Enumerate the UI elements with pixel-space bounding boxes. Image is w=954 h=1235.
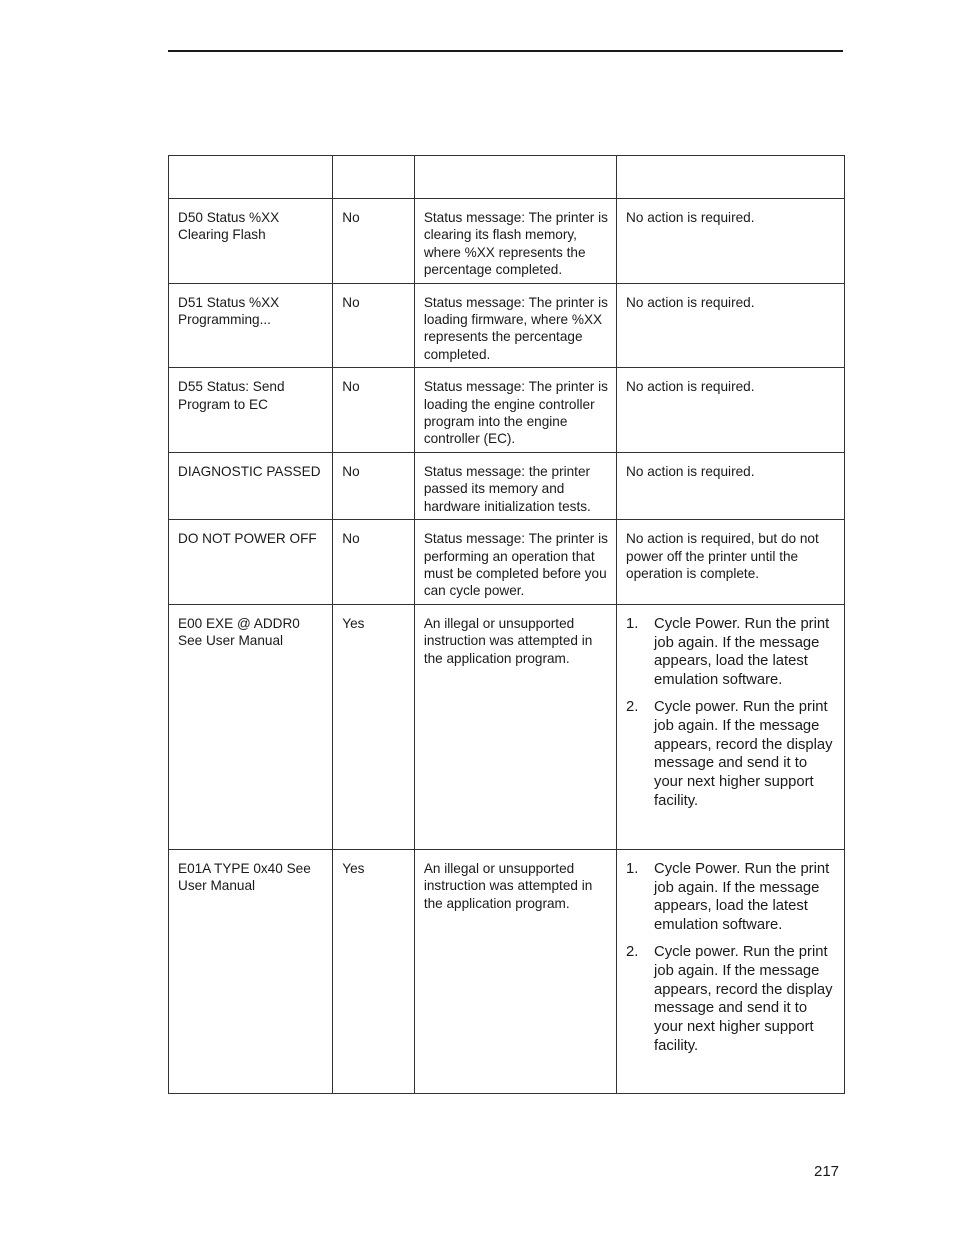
step-number: 2. — [626, 943, 639, 960]
table-row — [169, 283, 845, 368]
action-steps-list — [626, 615, 836, 811]
step-text: Cycle power. Run the print job again. If the message appears, record the display message and send it to your next higher support facility. — [654, 698, 833, 809]
message-cell: D51 Status %XX Programming... — [169, 283, 333, 368]
action-steps-list — [626, 860, 836, 1056]
table-row — [169, 604, 845, 849]
message-cell: E00 EXE @ ADDR0 See User Manual — [169, 604, 333, 849]
step-number: 2. — [626, 698, 639, 715]
clearable-cell: No — [333, 199, 415, 284]
explanation-cell: Status message: The printer is performing an operation that must be completed before you can cycle power. — [414, 520, 616, 605]
header-cell-action — [617, 156, 845, 199]
header-rule — [168, 50, 843, 52]
table-row — [169, 452, 845, 519]
table-header-row — [169, 156, 845, 199]
clearable-cell: No — [333, 520, 415, 605]
step-number: 1. — [626, 860, 639, 877]
action-cell: No action is required. — [617, 283, 845, 368]
step-number: 1. — [626, 615, 639, 632]
header-cell-clearable — [333, 156, 415, 199]
table-row — [169, 199, 845, 284]
messages-table — [168, 155, 845, 1094]
table-row — [169, 368, 845, 453]
message-cell: D50 Status %XX Clearing Flash — [169, 199, 333, 284]
clearable-cell: No — [333, 452, 415, 519]
explanation-cell: Status message: the printer passed its memory and hardware initialization tests. — [414, 452, 616, 519]
action-cell — [617, 604, 845, 849]
action-step — [626, 860, 836, 935]
action-cell: No action is required, but do not power off the printer until the operation is complete. — [617, 520, 845, 605]
action-cell: No action is required. — [617, 199, 845, 284]
step-text: Cycle power. Run the print job again. If the message appears, record the display message and send it to your next higher support facility. — [654, 943, 833, 1054]
message-cell: E01A TYPE 0x40 See User Manual — [169, 849, 333, 1093]
message-cell: DO NOT POWER OFF — [169, 520, 333, 605]
step-text: Cycle Power. Run the print job again. If the message appears, load the latest emulation software. — [654, 615, 830, 689]
message-cell: DIAGNOSTIC PASSED — [169, 452, 333, 519]
action-cell: No action is required. — [617, 368, 845, 453]
message-cell: D55 Status: Send Program to EC — [169, 368, 333, 453]
action-step — [626, 615, 836, 690]
action-cell: No action is required. — [617, 452, 845, 519]
action-cell — [617, 849, 845, 1093]
header-cell-message — [169, 156, 333, 199]
step-text: Cycle Power. Run the print job again. If the message appears, load the latest emulation software. — [654, 860, 830, 934]
action-step — [626, 943, 836, 1056]
clearable-cell: No — [333, 283, 415, 368]
explanation-cell: An illegal or unsupported instruction was attempted in the application program. — [414, 849, 616, 1093]
explanation-cell: Status message: The printer is loading the engine controller program into the engine controller (EC). — [414, 368, 616, 453]
page-number: 217 — [814, 1163, 840, 1180]
explanation-cell: Status message: The printer is clearing its flash memory, where %XX represents the percentage completed. — [414, 199, 616, 284]
explanation-cell: Status message: The printer is loading firmware, where %XX represents the percentage completed. — [414, 283, 616, 368]
clearable-cell: Yes — [333, 849, 415, 1093]
header-cell-explanation — [414, 156, 616, 199]
clearable-cell: Yes — [333, 604, 415, 849]
action-step — [626, 698, 836, 811]
table-row — [169, 849, 845, 1093]
clearable-cell: No — [333, 368, 415, 453]
explanation-cell: An illegal or unsupported instruction was attempted in the application program. — [414, 604, 616, 849]
table-row — [169, 520, 845, 605]
